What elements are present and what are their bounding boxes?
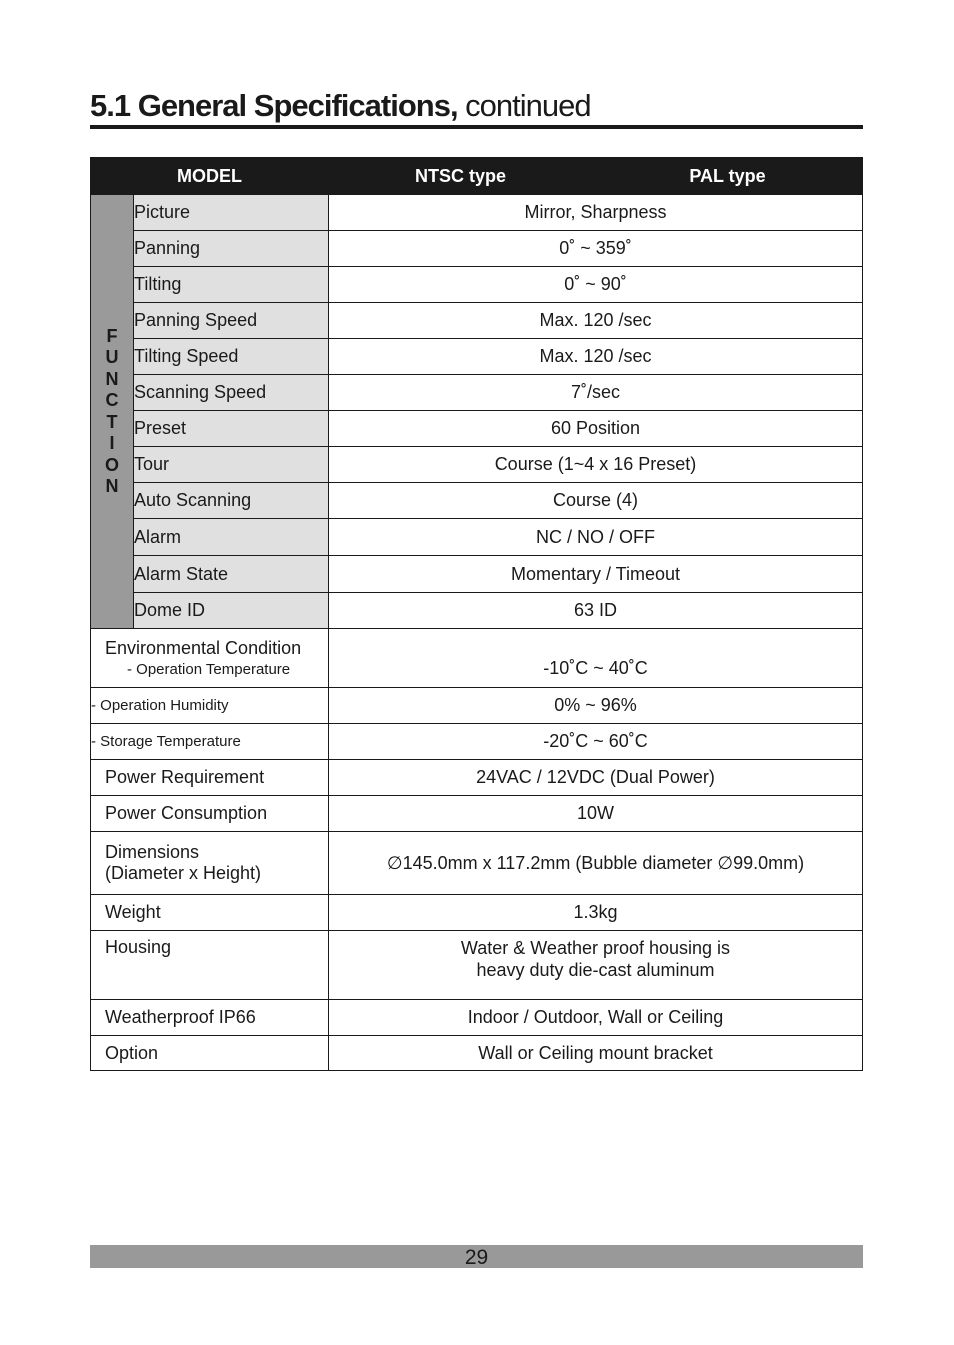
function-letter: C bbox=[105, 390, 119, 410]
row-label: Dome ID bbox=[134, 593, 329, 629]
housing-value-cell bbox=[329, 931, 863, 1000]
row-value: 1.3kg bbox=[329, 895, 863, 931]
table-row bbox=[91, 556, 863, 593]
row-value: 7˚/sec bbox=[329, 375, 863, 411]
storage-temperature-value: -20˚C ~ 60˚C bbox=[329, 724, 863, 760]
function-letter: O bbox=[104, 454, 119, 475]
operation-temperature-label: - Operation Temperature bbox=[127, 661, 291, 678]
function-vertical-label bbox=[91, 195, 134, 629]
row-label: Alarm State bbox=[134, 556, 329, 593]
dimensions-label: Dimensions bbox=[105, 842, 200, 862]
function-letter: U bbox=[105, 347, 119, 367]
row-label: Preset bbox=[134, 411, 329, 447]
title-continued: continued bbox=[457, 88, 591, 123]
operation-humidity-value: 0% ~ 96% bbox=[329, 688, 863, 724]
row-label: Tilting bbox=[134, 267, 329, 303]
page-title bbox=[90, 86, 863, 126]
table-row bbox=[91, 688, 863, 724]
row-value: 24VAC / 12VDC (Dual Power) bbox=[329, 760, 863, 796]
table-row bbox=[91, 796, 863, 832]
title-rule bbox=[90, 125, 863, 129]
row-value: Momentary / Timeout bbox=[329, 556, 863, 593]
row-value: 0˚ ~ 90˚ bbox=[329, 267, 863, 303]
row-label: Housing bbox=[91, 931, 329, 1000]
title-bold: 5.1 General Specifications, bbox=[90, 88, 458, 123]
row-value: 60 Position bbox=[329, 411, 863, 447]
function-letter: N bbox=[105, 476, 119, 496]
housing-value-line: Water & Weather proof housing is bbox=[460, 938, 731, 958]
row-value: Wall or Ceiling mount bracket bbox=[329, 1036, 863, 1071]
table-row bbox=[91, 832, 863, 895]
row-value: 10W bbox=[329, 796, 863, 832]
row-label: Weatherproof IP66 bbox=[91, 1000, 329, 1036]
row-label: Panning bbox=[134, 231, 329, 267]
table-row bbox=[91, 195, 863, 231]
row-value: Max. 120 /sec bbox=[329, 339, 863, 375]
row-value: Course (4) bbox=[329, 483, 863, 519]
row-label: Scanning Speed bbox=[134, 375, 329, 411]
row-label: Weight bbox=[91, 895, 329, 931]
header-row bbox=[91, 158, 863, 195]
table-row bbox=[91, 593, 863, 629]
table-row bbox=[91, 724, 863, 760]
function-letter: T bbox=[106, 411, 118, 432]
row-value: 0˚ ~ 359˚ bbox=[329, 231, 863, 267]
table-row bbox=[91, 303, 863, 339]
row-label: Option bbox=[91, 1036, 329, 1071]
row-value: Indoor / Outdoor, Wall or Ceiling bbox=[329, 1000, 863, 1036]
pal-header: PAL type bbox=[593, 158, 863, 195]
row-value: Max. 120 /sec bbox=[329, 303, 863, 339]
table-row bbox=[91, 267, 863, 303]
table-row bbox=[91, 629, 863, 688]
table-row bbox=[91, 375, 863, 411]
function-letter: F bbox=[106, 325, 118, 346]
table-row bbox=[91, 231, 863, 267]
row-value: 63 ID bbox=[329, 593, 863, 629]
function-letter: I bbox=[109, 433, 115, 453]
row-value: Course (1~4 x 16 Preset) bbox=[329, 447, 863, 483]
footer-bar bbox=[90, 1245, 863, 1268]
row-label: Power Requirement bbox=[91, 760, 329, 796]
row-value: Mirror, Sharpness bbox=[329, 195, 863, 231]
dimensions-value: ∅145.0mm x 117.2mm (Bubble diameter ∅99.0mm) bbox=[329, 832, 863, 895]
table-row bbox=[91, 447, 863, 483]
row-label: Power Consumption bbox=[91, 796, 329, 832]
table-row bbox=[91, 519, 863, 556]
ntsc-header: NTSC type bbox=[329, 158, 593, 195]
storage-temperature-label: - Storage Temperature bbox=[91, 724, 329, 760]
table-row bbox=[91, 411, 863, 447]
dimensions-label-sub: (Diameter x Height) bbox=[105, 863, 262, 883]
function-letter: N bbox=[105, 368, 119, 389]
operation-humidity-label: - Operation Humidity bbox=[91, 688, 329, 724]
table-row bbox=[91, 895, 863, 931]
row-label: Tour bbox=[134, 447, 329, 483]
table-row bbox=[91, 339, 863, 375]
page-number: 29 bbox=[464, 1246, 489, 1269]
row-label: Picture bbox=[134, 195, 329, 231]
table-row bbox=[91, 1036, 863, 1071]
row-label: Tilting Speed bbox=[134, 339, 329, 375]
housing-value-line: heavy duty die-cast aluminum bbox=[476, 960, 715, 980]
table-row bbox=[91, 1000, 863, 1036]
operation-temperature-value: -10˚C ~ 40˚C bbox=[329, 629, 863, 688]
table-row bbox=[91, 931, 863, 1000]
environment-label-cell bbox=[91, 629, 329, 688]
dimensions-label-cell bbox=[91, 832, 329, 895]
environment-label: Environmental Condition bbox=[105, 638, 302, 658]
table-row bbox=[91, 483, 863, 519]
row-value: NC / NO / OFF bbox=[329, 519, 863, 556]
row-label: Panning Speed bbox=[134, 303, 329, 339]
spec-table bbox=[90, 157, 863, 1071]
row-label: Auto Scanning bbox=[134, 483, 329, 519]
table-row bbox=[91, 760, 863, 796]
row-label: Alarm bbox=[134, 519, 329, 556]
model-header: MODEL bbox=[91, 158, 329, 195]
